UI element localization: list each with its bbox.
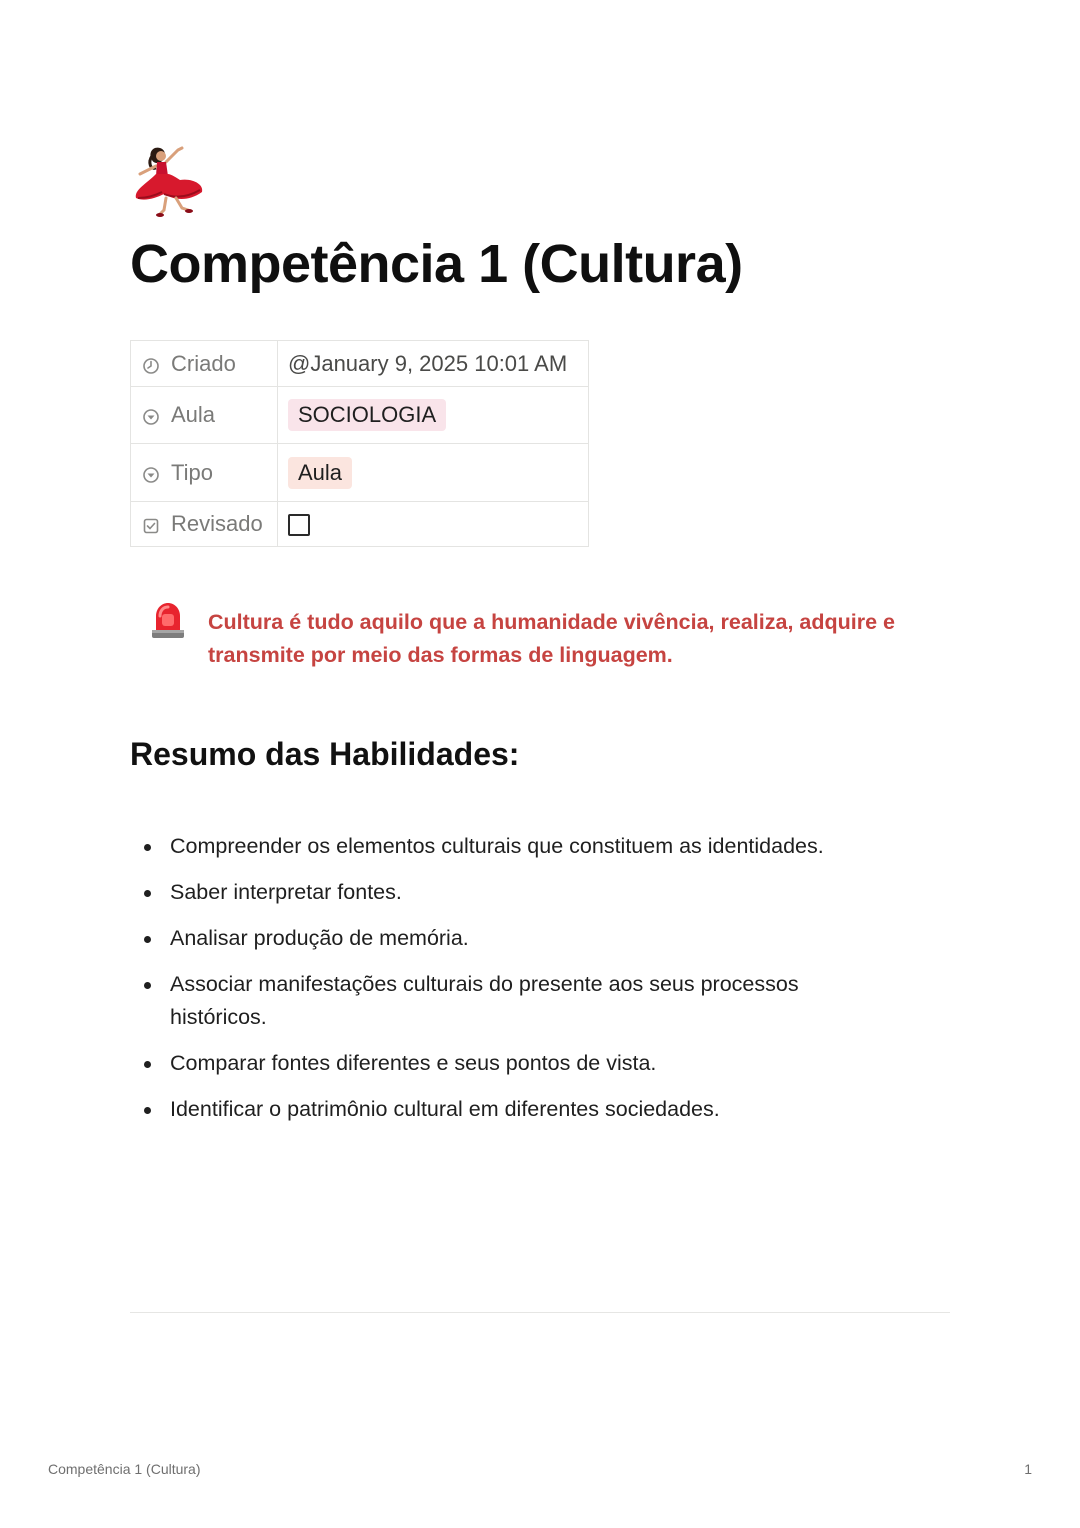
property-label: Aula (171, 402, 216, 427)
checkbox-icon (141, 516, 161, 536)
section-heading[interactable]: Resumo das Habilidades: (130, 736, 520, 772)
page-number: 1 (1024, 1461, 1032, 1477)
clock-icon (141, 356, 161, 376)
list-item[interactable]: Compreender os elementos culturais que constituem as identidades. (140, 830, 900, 863)
property-label: Criado (171, 350, 236, 376)
footer-title: Competência 1 (Cultura) (48, 1461, 201, 1477)
page-title[interactable]: Competência 1 (Cultura) (130, 234, 743, 294)
property-row-criado[interactable] (131, 341, 589, 387)
callout-block[interactable] (150, 600, 940, 672)
list-item[interactable]: Comparar fontes diferentes e seus pontos de vista. (140, 1047, 900, 1080)
divider (130, 1312, 950, 1313)
list-item[interactable]: Analisar produção de memória. (140, 922, 900, 955)
property-row-revisado[interactable] (131, 502, 589, 547)
skills-list (140, 830, 900, 1139)
select-icon (141, 407, 161, 427)
dancer-emoji-icon[interactable] (130, 140, 210, 220)
property-row-aula[interactable] (131, 387, 589, 444)
property-label: Tipo (171, 459, 213, 485)
property-row-tipo[interactable] (131, 444, 589, 502)
revisado-checkbox[interactable] (288, 514, 310, 536)
property-label: Revisado (171, 511, 263, 536)
tipo-tag[interactable]: Aula (288, 457, 352, 489)
list-item[interactable]: Identificar o patrimônio cultural em diferentes sociedades. (140, 1093, 900, 1126)
list-item[interactable]: Saber interpretar fontes. (140, 876, 900, 909)
select-icon (141, 465, 161, 485)
created-date-value: @January 9, 2025 10:01 AM (278, 341, 589, 387)
properties-table (130, 340, 589, 547)
list-item[interactable]: Associar manifestações culturais do presente aos seus processos históricos. (140, 968, 900, 1034)
siren-icon (150, 600, 186, 640)
aula-tag[interactable]: SOCIOLOGIA (288, 399, 446, 431)
callout-text: Cultura é tudo aquilo que a humanidade vivência, realiza, adquire e transmite por meio das formas de linguagem. (208, 610, 895, 667)
